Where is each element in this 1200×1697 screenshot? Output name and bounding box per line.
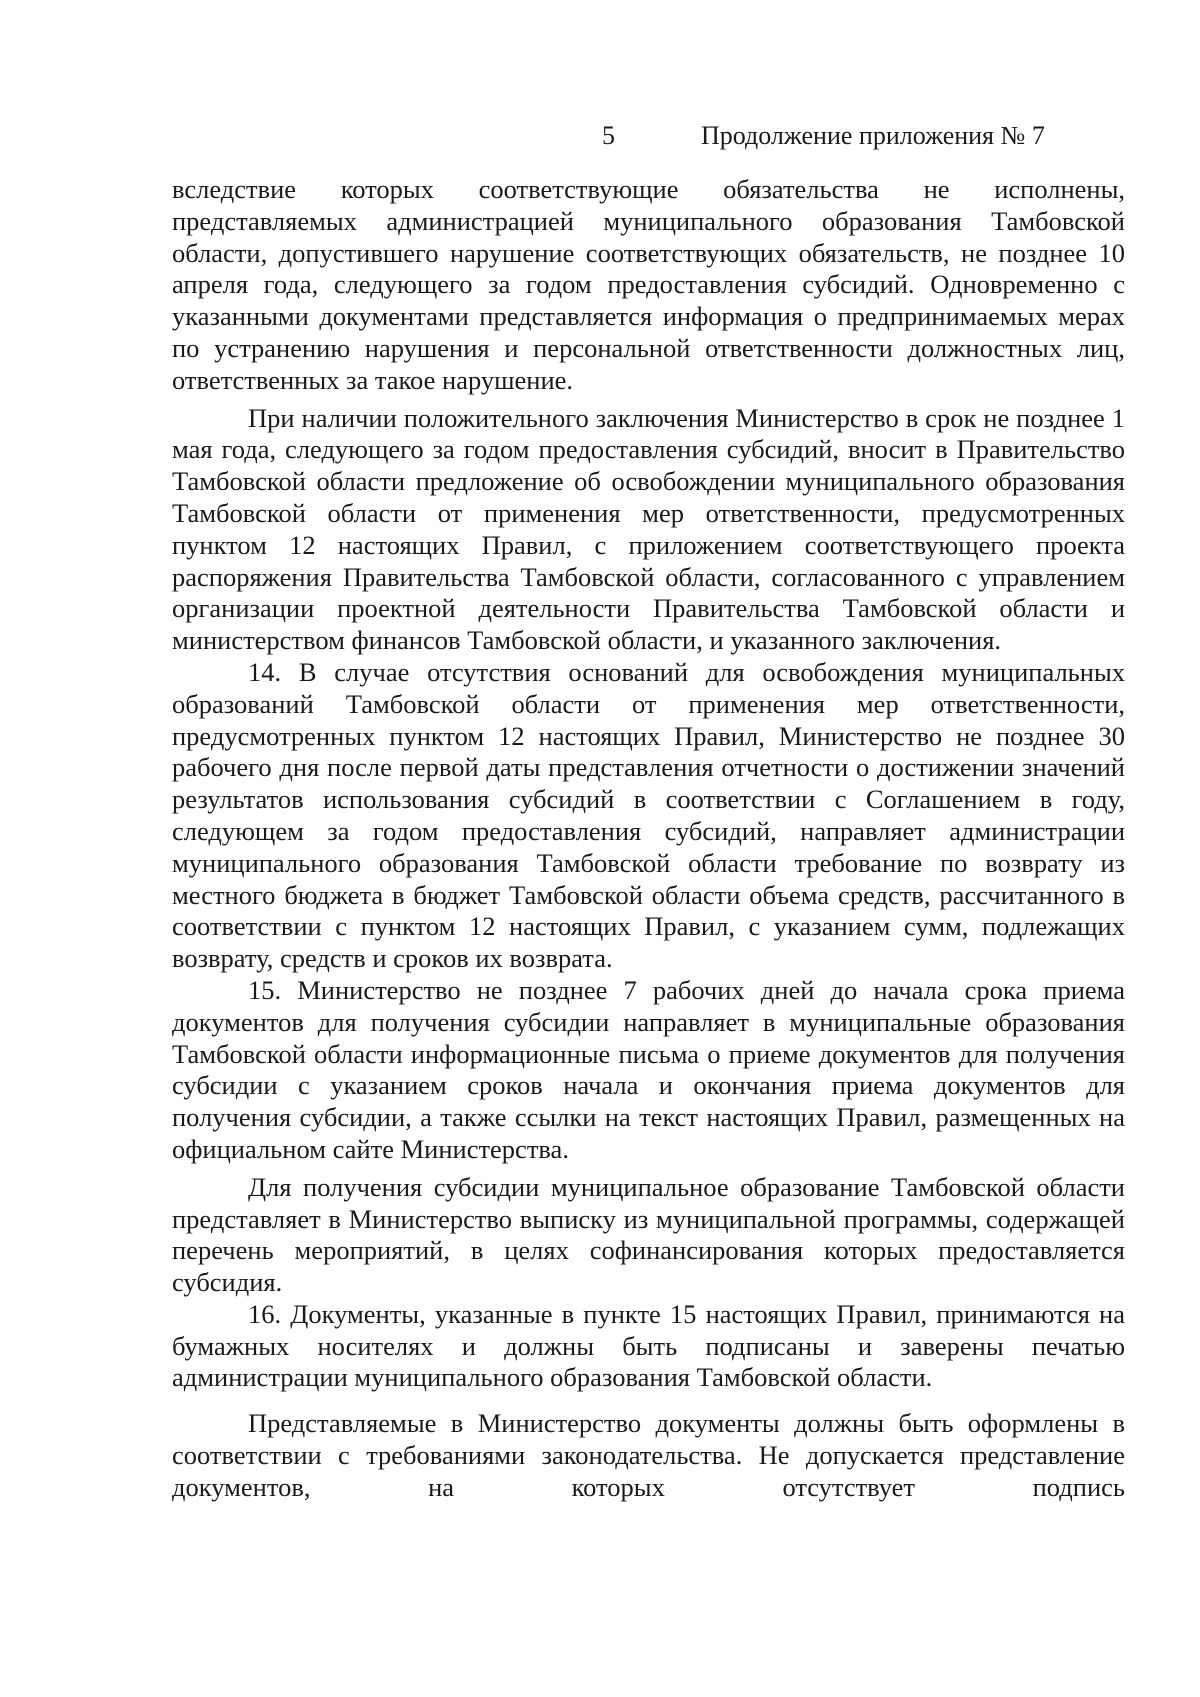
page-header	[0, 116, 1200, 156]
paragraph-document-requirements: Представляемые в Министерство документы должны быть оформлены в соответствии с требованиями законодательства. Не допускается представление документов, на которых отсутствует подпись	[172, 1408, 1125, 1502]
appendix-label: Продолжение приложения № 7	[701, 121, 1045, 150]
page-number: 5	[602, 121, 615, 150]
paragraph-positive-conclusion: При наличии положительного заключения Министерство в срок не позднее 1 мая года, следующего за годом предоставления субсидий, вносит в Правительство Тамбовской области предложение об освобождении муниципального образования Тамбовской области от применения мер ответственности, предусмотренных пунктом 12 настоящих Правил, с приложением соответствующего проекта распоряжения Правительства Тамбовской области, согласованного с управлением организации проектной деятельности Правительства Тамбовской области и министерством финансов Тамбовской области, и указанного заключения.	[172, 402, 1125, 656]
paragraph-continuation: вследствие которых соответствующие обязательства не исполнены, представляемых администрацией муниципального образования Тамбовской области, допустившего нарушение соответствующих обязательств, не позднее 10 апреля года, следующего за годом предоставления субсидий. Одновременно с указанными документами представляется информация о предпринимаемых мерах по устранению нарушения и персональной ответственности должностных лиц, ответственных за такое нарушение.	[172, 174, 1125, 395]
paragraph-subsidy-documents: Для получения субсидии муниципальное образование Тамбовской области представляет в Министерство выписку из муниципальной программы, содержащей перечень мероприятий, в целях софинансирования которых предоставляется субсидия.	[172, 1171, 1125, 1298]
document-body	[172, 174, 1125, 1504]
paragraph-item-15: 15. Министерство не позднее 7 рабочих дней до начала срока приема документов для получения субсидии направляет в муниципальные образования Тамбовской области информационные письма о приеме документов для получения субсидии с указанием сроков начала и окончания приема документов для получения субсидии, а также ссылки на текст настоящих Правил, размещенных на официальном сайте Министерства.	[172, 974, 1125, 1164]
paragraph-item-16: 16. Документы, указанные в пункте 15 настоящих Правил, принимаются на бумажных носителях и должны быть подписаны и заверены печатью администрации муниципального образования Тамбовской области.	[172, 1298, 1125, 1393]
paragraph-item-14: 14. В случае отсутствия оснований для освобождения муниципальных образований Тамбовской области от применения мер ответственности, предусмотренных пунктом 12 настоящих Правил, Министерство не позднее 30 рабочего дня после первой даты представления отчетности о достижении значений результатов использования субсидий в соответствии с Соглашением в году, следующем за годом предоставления субсидий, направляет администрации муниципального образования Тамбовской области требование по возврату из местного бюджета в бюджет Тамбовской области объема средств, рассчитанного в соответствии с пунктом 12 настоящих Правил, с указанием сумм, подлежащих возврату, средств и сроков их возврата.	[172, 656, 1125, 974]
